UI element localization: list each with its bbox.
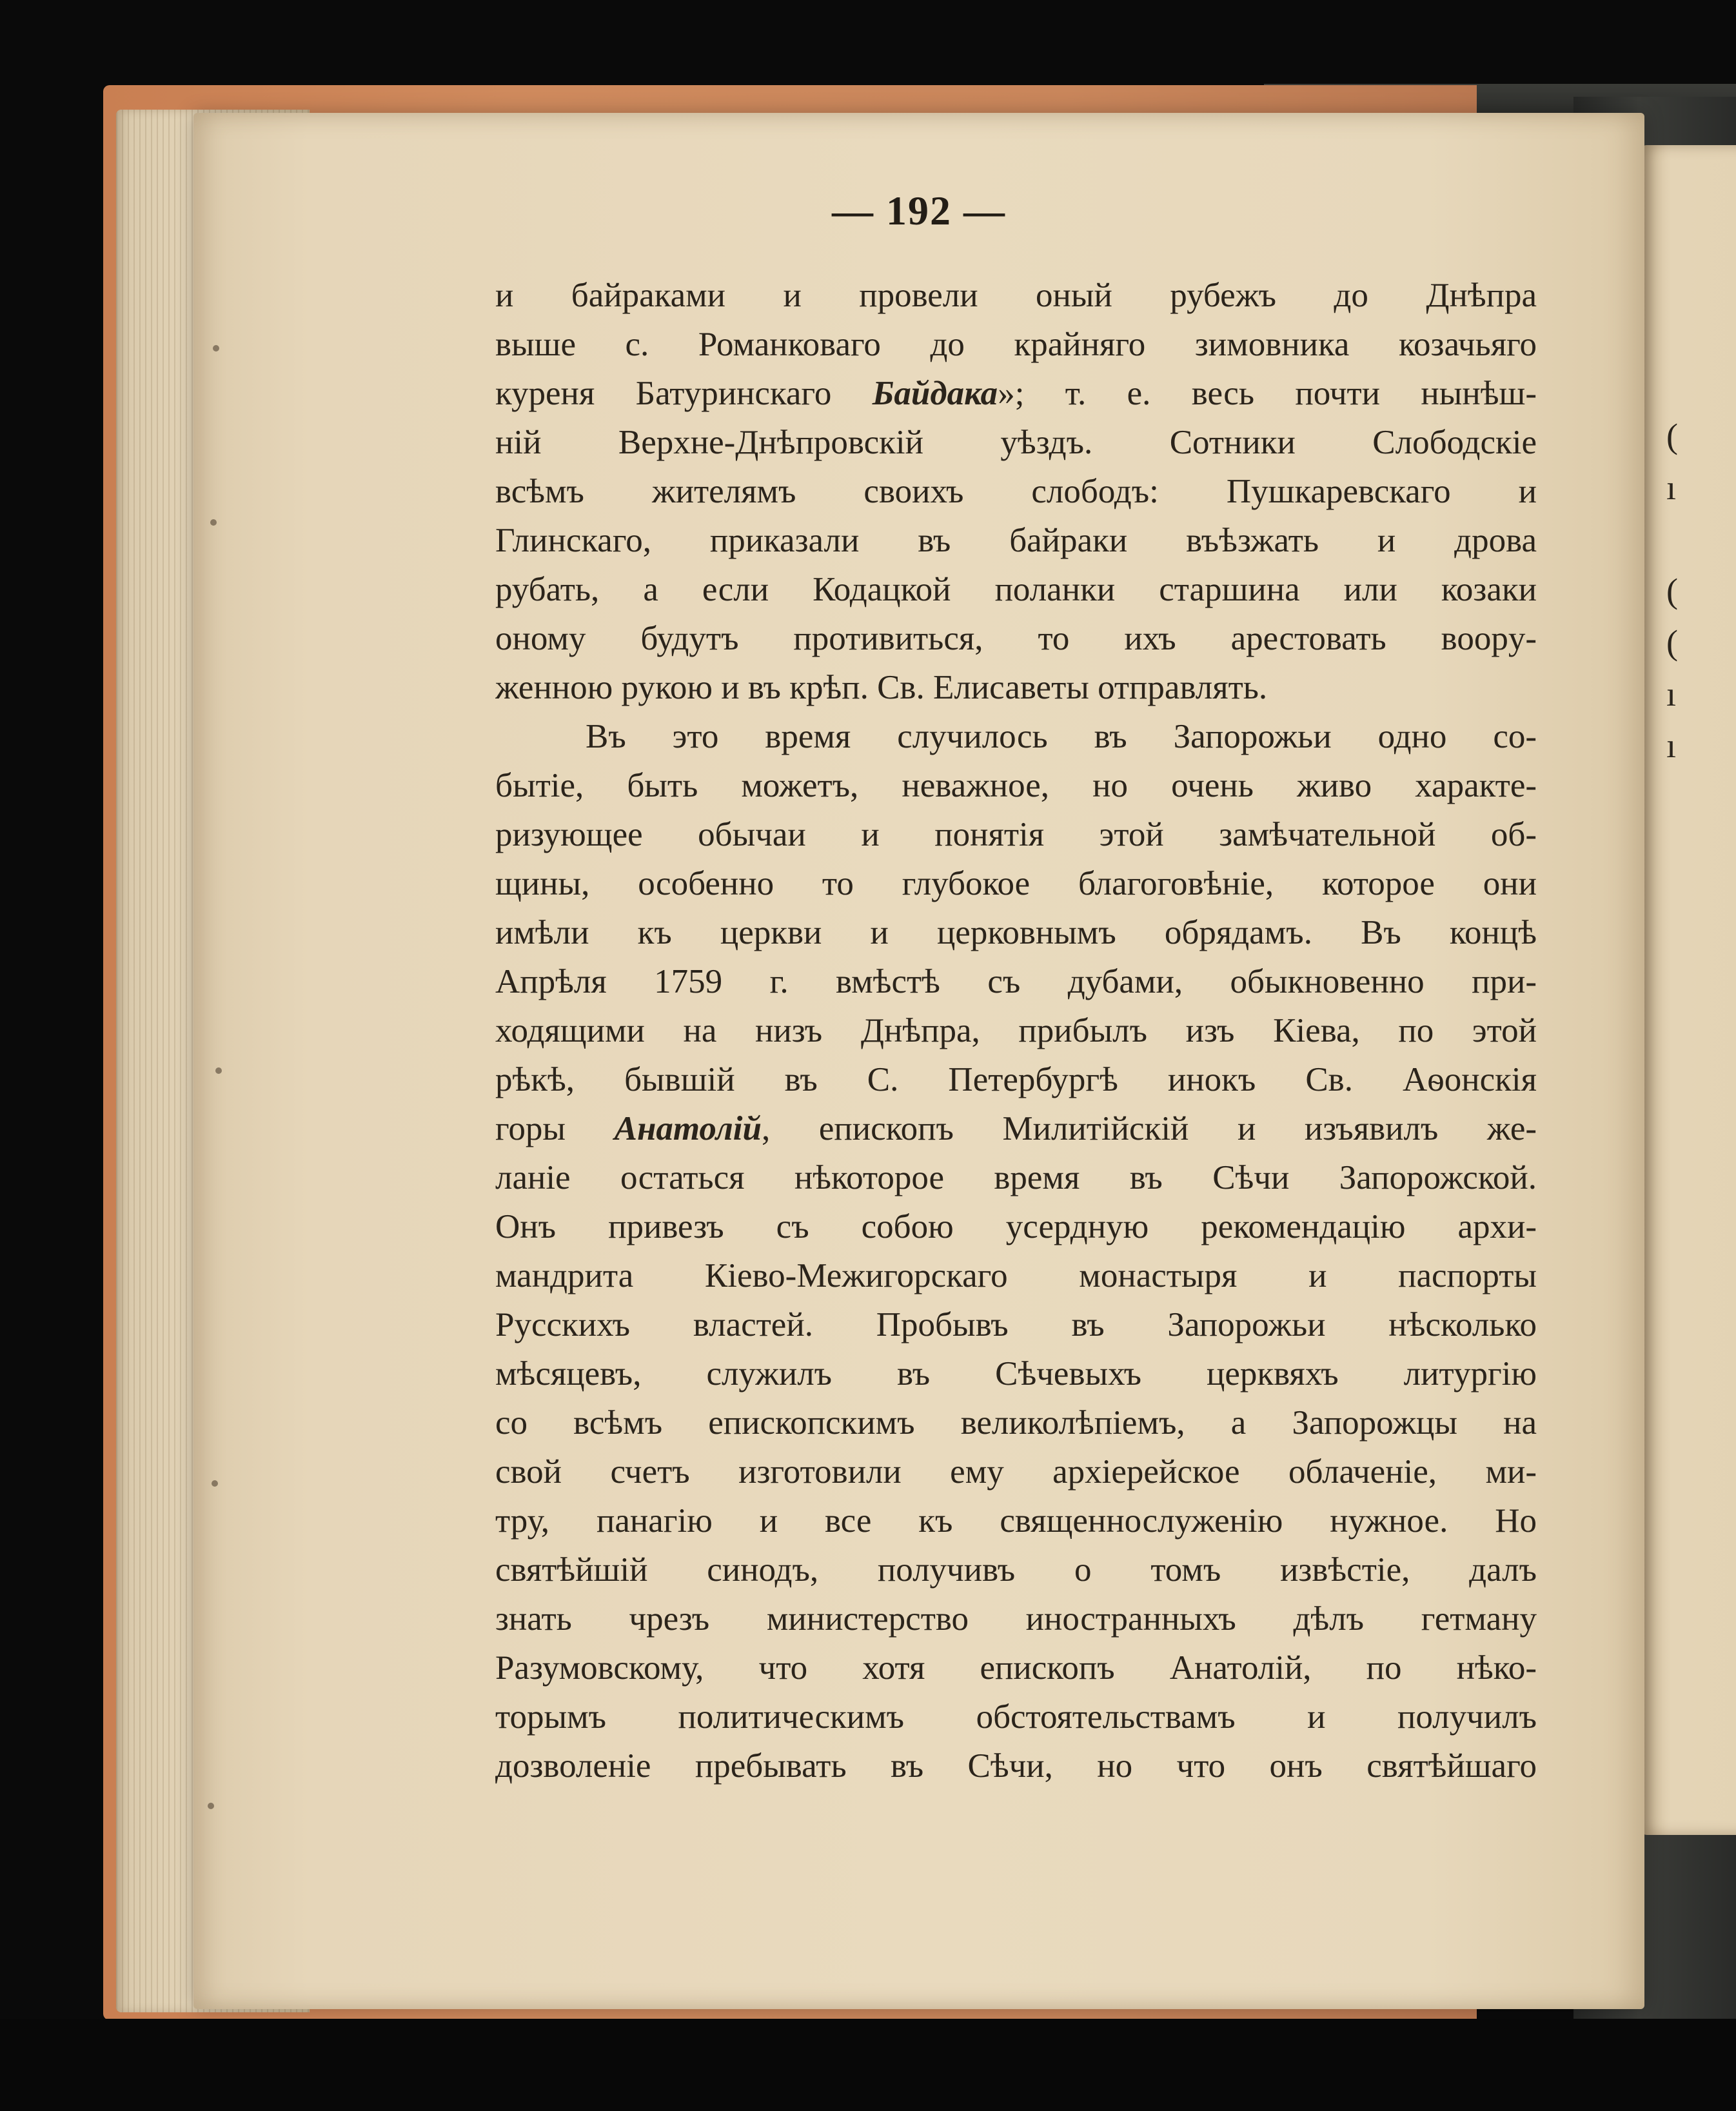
text-line: торымъ политическимъ обстоятельствамъ и получилъ [495, 1698, 1537, 1736]
text-line: со всѣмъ епископскимъ великолѣпiемъ, а Запорожцы на [495, 1404, 1537, 1442]
adjacent-page-fragment: ( [1666, 571, 1678, 610]
dust-speck [208, 1803, 214, 1809]
dust-speck [213, 345, 219, 352]
italic-name-baidak: Байдака [872, 375, 998, 412]
text-line: Русскихъ властей. Пробывъ въ Запорожьи нѣсколько [495, 1306, 1537, 1343]
text-line: Онъ привезъ съ собою усердную рекомендацiю архи- [495, 1208, 1537, 1245]
text-line: ходящими на низъ Днѣпра, прибылъ изъ Кiева, по этой [495, 1012, 1537, 1049]
text-line: мѣсяцевъ, служилъ въ Сѣчевыхъ церквяхъ литургiю [495, 1355, 1537, 1392]
text-line: выше с. Романковаго до крайняго зимовника козачьяго [495, 326, 1537, 363]
text-line: бытiе, быть можетъ, неважное, но очень живо характе- [495, 767, 1537, 804]
paragraph-start-line: Въ это время случилось въ Запорожьи одно со- [586, 718, 1537, 755]
dust-speck [215, 1067, 222, 1074]
text-line: горы Анатолiй, епископъ Милитiйскiй и изъявилъ же- [495, 1110, 1537, 1147]
background-floor [0, 2019, 1736, 2111]
italic-name-anatoly: Анатолiй [614, 1110, 762, 1147]
page-body-text [495, 271, 1537, 1790]
text-line: и байраками и провели оный рубежъ до Днѣпра [495, 277, 1537, 314]
text-line: святѣйшiй синодъ, получивъ о томъ извѣстiе, далъ [495, 1551, 1537, 1589]
text-line: нiй Верхне-Днѣпровскiй уѣздъ. Сотники Слободскiе [495, 424, 1537, 461]
text-line: куреня Батуринскаго Байдака»; т. е. весь почти нынѣш- [495, 375, 1537, 412]
text-line: знать чрезъ министерство иностранныхъ дѣлъ гетману [495, 1600, 1537, 1638]
text-line: женною рукою и въ крѣп. Св. Елисаветы отправлять. [495, 669, 1268, 706]
text-line: Разумовскому, что хотя епископъ Анатолiй, по нѣко- [495, 1649, 1537, 1687]
text-line: оному будутъ противиться, то ихъ арестовать вооpу- [495, 620, 1537, 657]
text-line: ризующее обычаи и понятiя этой замѣчательной об- [495, 816, 1537, 853]
adjacent-page-fragment: ( [1666, 623, 1678, 662]
page-number: — 192 — [832, 188, 1006, 233]
text-line: дозволенiе пребывать въ Сѣчи, но что онъ святѣйшаго [495, 1747, 1537, 1785]
adjacent-page-fragment: ı [1666, 726, 1677, 765]
text-line: свой счетъ изготовили ему архiерейское облаченiе, ми- [495, 1453, 1537, 1491]
adjacent-page-fragment: ı [1666, 468, 1677, 507]
adjacent-page-fragment: ı [1666, 675, 1677, 713]
text-line: ланiе остаться нѣкоторое время въ Сѣчи Запорожской. [495, 1159, 1537, 1196]
text-line: Апрѣля 1759 г. вмѣстѣ съ дубами, обыкновенно при- [495, 963, 1537, 1000]
adjacent-page-fragment: ( [1666, 417, 1678, 455]
text-line: мандрита Кiево-Межигорскаго монастыря и паспорты [495, 1257, 1537, 1294]
text-line: Глинскаго, приказали въ байраки въѣзжать и дрова [495, 522, 1537, 559]
text-line: имѣли къ церкви и церковнымъ обрядамъ. Въ концѣ [495, 914, 1537, 951]
text-line: щины, особенно то глубокое благоговѣнiе, которое они [495, 865, 1537, 902]
adjacent-page [1638, 145, 1736, 1835]
dust-speck [210, 519, 217, 526]
text-line: всѣмъ жителямъ своихъ слободъ: Пушкаревскаго и [495, 473, 1537, 510]
text-line: рѣкѣ, бывшiй въ С. Петербургѣ инокъ Св. Аѳонскiя [495, 1061, 1537, 1098]
dust-speck [212, 1480, 218, 1487]
text-line: тру, панагiю и все къ священнослуженiю нужное. Но [495, 1502, 1537, 1540]
text-line: рубать, а если Кодацкой поланки старшина или козаки [495, 571, 1537, 608]
